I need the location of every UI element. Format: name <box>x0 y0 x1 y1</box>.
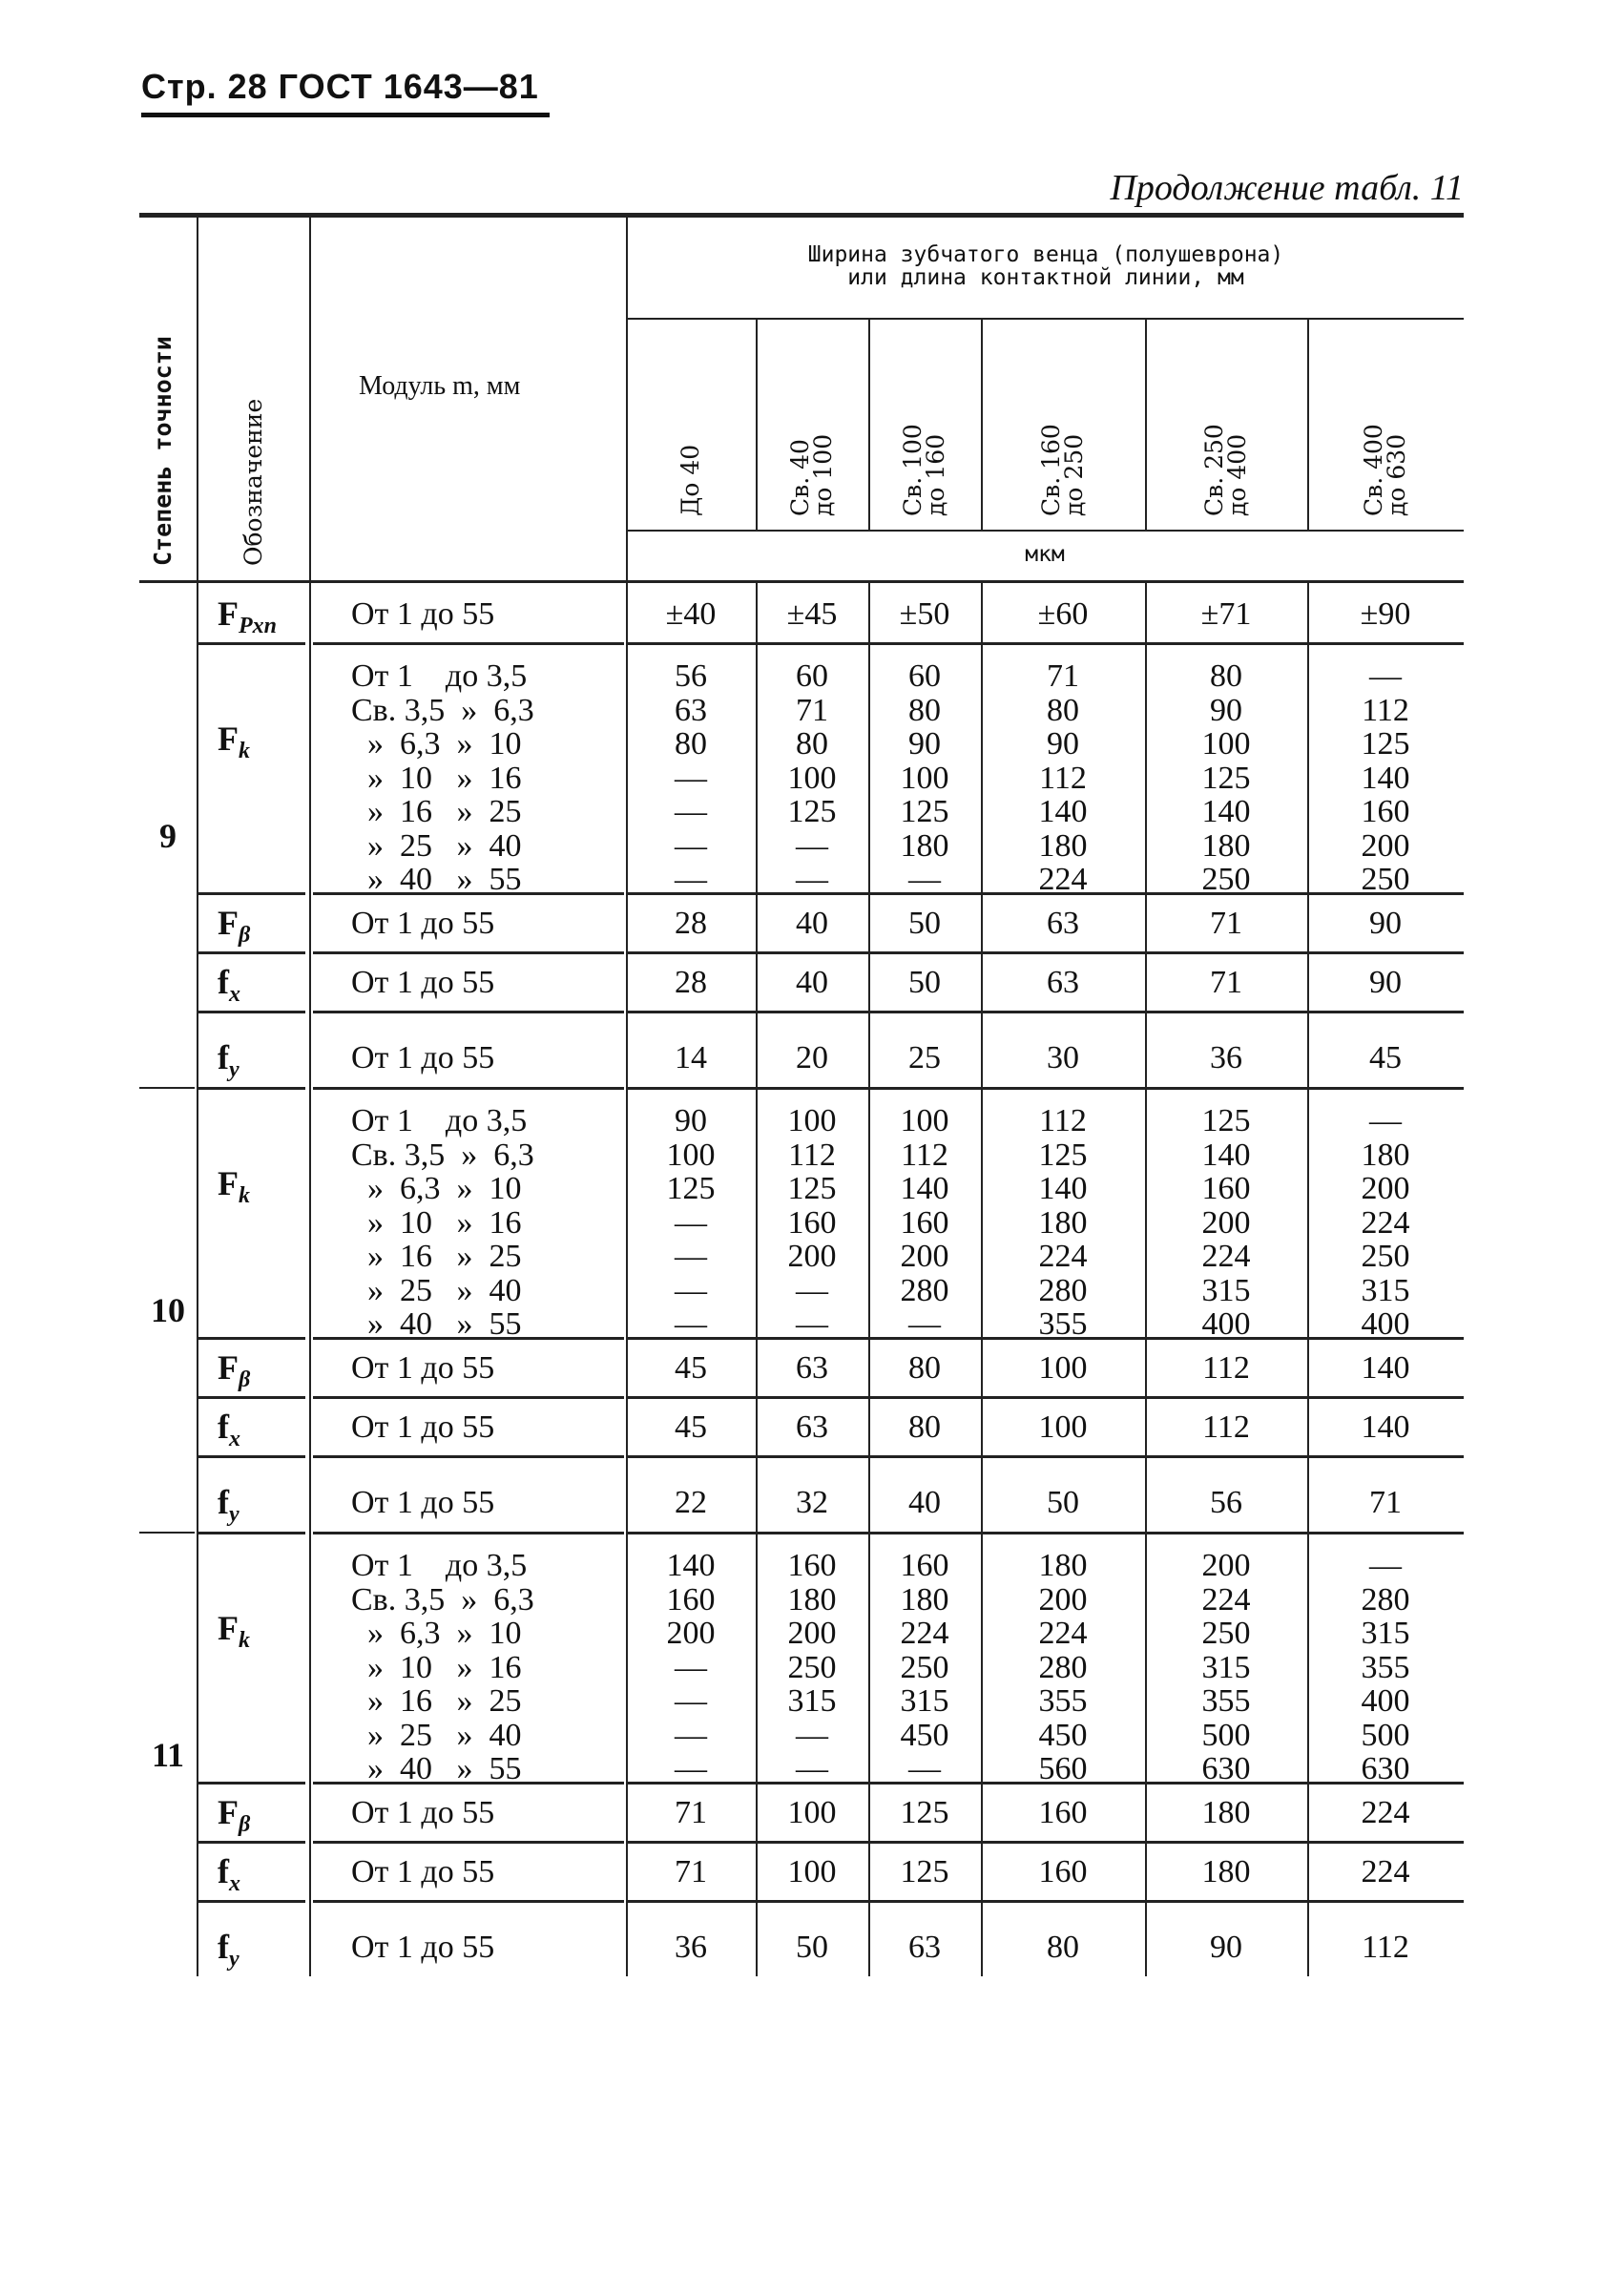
module-range: От 1 до 3,5 Св. 3,5 » 6,3 » 6,3 » 10 » 10 » 16 » 16 » 25 » 25 » 40 » 40 » 55 <box>351 1103 534 1342</box>
designation-letter: F <box>218 720 239 758</box>
tolerance-value: 45 <box>675 1350 707 1386</box>
row-rule <box>313 1396 624 1399</box>
tolerance-value: 140 <box>1361 1350 1410 1386</box>
designation-letter: f <box>218 963 229 1001</box>
tolerance-value: ±50 <box>899 596 950 632</box>
tolerance-value: 200 224 250 315 355 500 630 <box>1201 1548 1251 1786</box>
designation-subscript: y <box>229 1057 239 1083</box>
tolerance-value: 80 <box>908 1409 941 1445</box>
header-sep-module <box>626 218 628 580</box>
width-column-label: до 400 <box>1223 433 1251 516</box>
row-rule <box>628 1337 1464 1340</box>
designation-symbol <box>218 1347 250 1393</box>
row-rule <box>313 1337 624 1340</box>
tolerance-value: 71 <box>675 1854 707 1889</box>
designation-symbol <box>218 903 250 949</box>
tolerance-value: 14 <box>675 1040 707 1075</box>
tolerance-value: 22 <box>675 1485 707 1520</box>
tolerance-value: 160 180 224 250 315 450 — <box>900 1548 949 1786</box>
header-underline <box>141 113 550 117</box>
row-rule <box>313 951 624 954</box>
row-rule <box>198 1782 305 1785</box>
table-top-rule <box>139 213 1464 218</box>
width-column-label: Св. 100 <box>899 424 926 516</box>
designation-letter: F <box>218 1793 239 1831</box>
row-rule <box>628 1087 1464 1090</box>
designation-subscript: k <box>239 739 250 764</box>
module-range: От 1 до 55 <box>351 1485 495 1520</box>
tolerance-table <box>139 213 1464 2090</box>
tolerance-value: 90 100 125 — — — — <box>666 1103 716 1342</box>
designation-symbol <box>218 962 240 1008</box>
row-rule <box>198 1532 305 1534</box>
designation-symbol <box>218 1037 239 1083</box>
column-rule <box>981 583 983 1976</box>
designation-subscript: x <box>229 982 240 1008</box>
tolerance-value: 63 <box>796 1350 828 1386</box>
tolerance-value: 50 <box>796 1930 828 1965</box>
unit-label: мкм <box>1025 542 1065 567</box>
row-rule <box>198 1337 305 1340</box>
designation-letter: F <box>218 595 239 633</box>
header-rule-width <box>626 318 1464 320</box>
designation-subscript: k <box>239 1183 250 1209</box>
tolerance-value: 50 <box>1047 1485 1079 1520</box>
tolerance-value: 56 <box>1210 1485 1242 1520</box>
tolerance-value: 20 <box>796 1040 828 1075</box>
column-rule <box>626 583 628 1976</box>
designation-letter: F <box>218 1164 239 1202</box>
tolerance-value: 80 <box>1047 1930 1079 1965</box>
tolerance-value: 63 <box>908 1930 941 1965</box>
row-rule <box>628 892 1464 895</box>
row-rule <box>198 1087 305 1090</box>
designation-subscript: β <box>239 1812 251 1838</box>
header-sep-grade <box>197 218 198 580</box>
tolerance-value: — 180 200 224 250 315 400 <box>1361 1103 1410 1342</box>
column-rule <box>756 583 758 1976</box>
tolerance-value: 60 80 90 100 125 180 — <box>900 658 949 897</box>
tolerance-value: 56 63 80 — — — — <box>675 658 707 897</box>
header-rule-columns <box>626 530 1464 532</box>
width-column-label: до 630 <box>1383 433 1410 516</box>
row-rule <box>628 1455 1464 1458</box>
row-rule <box>198 1011 305 1013</box>
tolerance-value: ±40 <box>665 596 717 632</box>
tolerance-value: 28 <box>675 906 707 941</box>
tolerance-value: 125 <box>900 1795 949 1830</box>
tolerance-value: 45 <box>675 1409 707 1445</box>
row-rule <box>198 892 305 895</box>
row-rule <box>628 951 1464 954</box>
designation-symbol <box>218 719 250 764</box>
row-rule <box>628 1396 1464 1399</box>
width-column-label: Св. 250 <box>1200 424 1228 516</box>
designation-letter: f <box>218 1852 229 1890</box>
tolerance-value: 100 112 125 160 200 — — <box>787 1103 837 1342</box>
header-sep-c1 <box>756 318 758 530</box>
tolerance-value: ±90 <box>1360 596 1411 632</box>
precision-grade: 10 <box>151 1291 185 1329</box>
module-range: От 1 до 55 <box>351 1795 495 1830</box>
tolerance-value: 112 125 140 180 224 280 355 <box>1038 1103 1088 1342</box>
module-range: От 1 до 55 <box>351 1854 495 1889</box>
header-sep-c3 <box>981 318 983 530</box>
designation-symbol <box>218 1927 239 1972</box>
tolerance-value: — 112 125 140 160 200 250 <box>1361 658 1410 897</box>
precision-grade: 11 <box>151 1736 184 1774</box>
designation-subscript: k <box>239 1628 250 1654</box>
tolerance-value: 30 <box>1047 1040 1079 1075</box>
tolerance-value: 125 140 160 200 224 315 400 <box>1201 1103 1251 1342</box>
module-range: От 1 до 55 <box>351 1409 495 1445</box>
tolerance-value: 90 <box>1369 965 1402 1000</box>
header-sep-designation <box>309 218 311 580</box>
tolerance-value: 90 <box>1369 906 1402 941</box>
tolerance-value: 180 200 224 280 355 450 560 <box>1038 1548 1088 1786</box>
row-rule <box>628 1900 1464 1903</box>
designation-letter: f <box>218 1038 229 1076</box>
tolerance-value: 40 <box>796 965 828 1000</box>
width-column-label: до 250 <box>1060 433 1088 516</box>
width-column-label: Св. 400 <box>1360 424 1387 516</box>
module-range: От 1 до 3,5 Св. 3,5 » 6,3 » 6,3 » 10 » 10 » 16 » 16 » 25 » 25 » 40 » 40 » 55 <box>351 658 534 897</box>
module-range: От 1 до 55 <box>351 1930 495 1965</box>
width-column-label: Св. 160 <box>1037 424 1065 516</box>
tolerance-value: 180 <box>1201 1795 1251 1830</box>
row-rule <box>313 1841 624 1844</box>
tolerance-value: 125 <box>900 1854 949 1889</box>
row-rule <box>198 951 305 954</box>
module-range: От 1 до 55 <box>351 1350 495 1386</box>
designation-subscript: y <box>229 1947 239 1972</box>
header-sep-c2 <box>868 318 870 530</box>
tolerance-value: 71 <box>1369 1485 1402 1520</box>
designation-letter: F <box>218 1609 239 1647</box>
designation-subscript: Pxn <box>239 614 278 639</box>
tolerance-value: 140 <box>1361 1409 1410 1445</box>
module-range: От 1 до 3,5 Св. 3,5 » 6,3 » 6,3 » 10 » 10 » 16 » 16 » 25 » 25 » 40 » 40 » 55 <box>351 1548 534 1786</box>
tolerance-value: 32 <box>796 1485 828 1520</box>
tolerance-value: 36 <box>1210 1040 1242 1075</box>
row-rule <box>313 1900 624 1903</box>
tolerance-value: 71 <box>1210 965 1242 1000</box>
module-range: От 1 до 55 <box>351 1040 495 1075</box>
tolerance-value: 28 <box>675 965 707 1000</box>
tolerance-value: 100 <box>787 1854 837 1889</box>
width-column-label: До 40 <box>677 444 704 516</box>
tolerance-value: 80 <box>908 1350 941 1386</box>
column-rule <box>197 583 198 1976</box>
tolerance-value: ±60 <box>1037 596 1089 632</box>
row-rule <box>139 1087 195 1089</box>
tolerance-value: 80 90 100 125 140 180 250 <box>1201 658 1251 897</box>
row-rule <box>198 1841 305 1844</box>
designation-letter: f <box>218 1408 229 1446</box>
row-rule <box>628 1782 1464 1785</box>
tolerance-value: ±71 <box>1200 596 1252 632</box>
designation-letter: F <box>218 1348 239 1387</box>
precision-grade: 9 <box>159 817 177 855</box>
tolerance-value: 60 71 80 100 125 — — <box>787 658 837 897</box>
row-rule <box>198 642 305 645</box>
row-rule <box>313 1455 624 1458</box>
designation-letter: f <box>218 1483 229 1521</box>
row-rule <box>313 1087 624 1090</box>
header-bottom-rule <box>139 580 1464 583</box>
designation-symbol <box>218 594 277 639</box>
tolerance-value: 36 <box>675 1930 707 1965</box>
tolerance-value: 50 <box>908 965 941 1000</box>
col-designation-header: Обозначение <box>239 398 267 566</box>
designation-symbol <box>218 1792 250 1838</box>
designation-symbol <box>218 1608 250 1654</box>
column-rule <box>1307 583 1309 1976</box>
tolerance-value: 45 <box>1369 1040 1402 1075</box>
tolerance-value: 140 160 200 — — — — <box>666 1548 716 1786</box>
tolerance-value: 25 <box>908 1040 941 1075</box>
row-rule <box>313 1011 624 1013</box>
tolerance-value: 100 <box>1038 1350 1088 1386</box>
tolerance-value: 71 <box>675 1795 707 1830</box>
tolerance-value: 50 <box>908 906 941 941</box>
tolerance-value: 224 <box>1361 1795 1410 1830</box>
row-rule <box>628 1011 1464 1013</box>
row-rule <box>628 642 1464 645</box>
tolerance-value: 63 <box>1047 906 1079 941</box>
tolerance-value: 160 180 200 250 315 — — <box>787 1548 837 1786</box>
row-rule <box>313 892 624 895</box>
col-grade-header: Степень точности <box>149 336 177 566</box>
column-rule <box>309 583 311 1976</box>
tolerance-value: 100 112 140 160 200 280 — <box>900 1103 949 1342</box>
tolerance-value: 112 <box>1202 1350 1250 1386</box>
tolerance-value: 100 <box>1038 1409 1088 1445</box>
module-range: От 1 до 55 <box>351 965 495 1000</box>
width-column-label: Св. 40 <box>786 439 814 516</box>
row-rule <box>628 1841 1464 1844</box>
row-rule <box>628 1532 1464 1534</box>
row-rule <box>313 642 624 645</box>
width-column-label: до 100 <box>809 433 837 516</box>
module-range: От 1 до 55 <box>351 596 495 632</box>
designation-letter: f <box>218 1928 229 1966</box>
tolerance-value: 71 80 90 112 140 180 224 <box>1038 658 1088 897</box>
tolerance-value: 224 <box>1361 1854 1410 1889</box>
tolerance-value: 112 <box>1202 1409 1250 1445</box>
column-rule <box>1145 583 1147 1976</box>
designation-subscript: β <box>239 923 251 949</box>
row-rule <box>313 1532 624 1534</box>
module-range: От 1 до 55 <box>351 906 495 941</box>
width-group-header: Ширина зубчатого венца (полушеврона) или длина контактной линии, мм <box>807 242 1284 290</box>
designation-symbol <box>218 1407 240 1452</box>
tolerance-value: 40 <box>796 906 828 941</box>
tolerance-value: — 280 315 355 400 500 630 <box>1361 1548 1410 1786</box>
header-sep-c4 <box>1145 318 1147 530</box>
designation-subscript: y <box>229 1502 239 1528</box>
row-rule <box>198 1900 305 1903</box>
column-rule <box>868 583 870 1976</box>
designation-symbol <box>218 1482 239 1528</box>
col-module-header: Модуль m, мм <box>359 371 521 401</box>
tolerance-value: 100 <box>787 1795 837 1830</box>
row-rule <box>139 1532 195 1534</box>
tolerance-value: 90 <box>1210 1930 1242 1965</box>
tolerance-value: 160 <box>1038 1854 1088 1889</box>
designation-letter: F <box>218 904 239 942</box>
tolerance-value: 63 <box>1047 965 1079 1000</box>
designation-subscript: β <box>239 1367 251 1393</box>
designation-subscript: x <box>229 1871 240 1897</box>
designation-symbol <box>218 1851 240 1897</box>
page-header: Стр. 28 ГОСТ 1643—81 <box>141 67 539 106</box>
width-column-label: до 160 <box>922 433 949 516</box>
row-rule <box>313 1782 624 1785</box>
tolerance-value: 160 <box>1038 1795 1088 1830</box>
row-rule <box>198 1396 305 1399</box>
header-sep-c5 <box>1307 318 1309 530</box>
table-continuation-caption: Продолжение табл. 11 <box>1110 168 1464 208</box>
tolerance-value: 112 <box>1362 1930 1409 1965</box>
tolerance-value: 40 <box>908 1485 941 1520</box>
designation-symbol <box>218 1163 250 1209</box>
tolerance-value: ±45 <box>786 596 838 632</box>
tolerance-value: 71 <box>1210 906 1242 941</box>
row-rule <box>198 1455 305 1458</box>
tolerance-value: 180 <box>1201 1854 1251 1889</box>
designation-subscript: x <box>229 1427 240 1452</box>
tolerance-value: 63 <box>796 1409 828 1445</box>
